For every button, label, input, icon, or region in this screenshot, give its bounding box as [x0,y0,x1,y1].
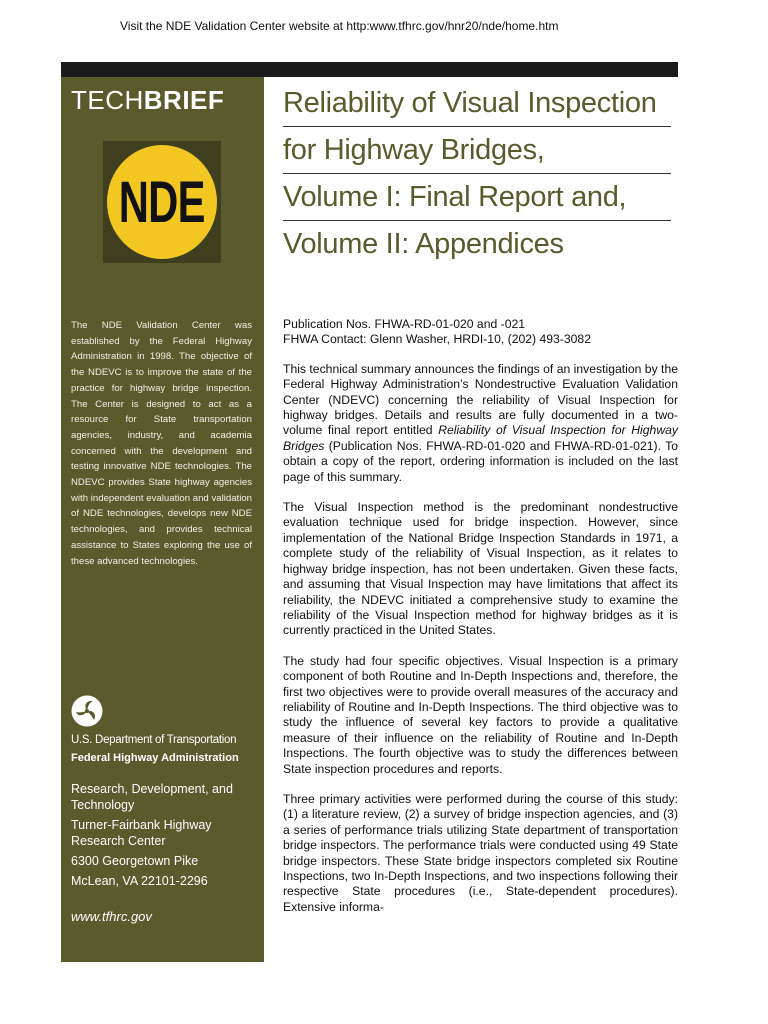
paragraph-objectives: The study had four specific objectives. Visual Inspection is a primary component of both Routine and In-Depth Inspections and, therefore, the first two objectives were to provide overall measures of the accuracy and reliability of Routine and In-Depth Inspections. The third objective was to study the influence of several key factors to provide a qualitative measure of their influence on the reliability of Routine and In-Depth Inspections. The fourth objective was to study the differences between State inspection procedures and reports. [283,653,678,776]
address-block [71,781,256,893]
title-line: Volume I: Final Report and, [283,174,671,221]
nde-logo [103,141,221,263]
ndevc-description: The NDE Validation Center was established by the Federal Highway Administration in 1998. The objective of the NDEVC is to improve the state of the practice for highway bridge inspection. The Center is designed to act as a resource for State transportation agencies, industry, and academia concerned with the development and testing innovative NDE technologies. The NDEVC provides State highway agencies with independent evaluation and validation of NDE technologies, develops new NDE technologies, and provides technical assistance to States exploring the use of these advanced technologies. [71,320,252,567]
website-note: Visit the NDE Validation Center website at http:www.tfhrc.gov/hnr20/nde/home.htm [120,19,559,33]
fhwa-contact: FHWA Contact: Glenn Washer, HRDI-10, (202) 493-3082 [283,332,591,347]
paragraph-intro-a: This technical summary announces the findings of an investigation by the Federal Highway Administration’s Nondestructive Evaluation Validation Center (NDEVC) concerning the reliability of Visual Inspection for highway bridges. Details and results are fully documented in a two-volume final report entitled [283,361,678,438]
nde-logo-circle [107,145,217,259]
fhwa-name: Federal Highway Administration [71,752,239,764]
street-address: 6300 Georgetown Pike [71,854,199,868]
publication-meta [283,317,678,348]
title-line: for Highway Bridges, [283,127,671,174]
techbrief-bold: BRIEF [143,85,225,115]
techbrief-logo [71,85,224,116]
main-body [283,317,678,930]
report-title [283,80,671,267]
center-name: Turner-Fairbank Highway Research Center [71,818,212,848]
website-link[interactable]: www.tfhrc.gov [71,909,152,924]
sidebar [61,77,264,962]
publication-numbers: Publication Nos. FHWA-RD-01-020 and -021 [283,317,526,331]
paragraph-activities: Three primary activities were performed during the course of this study: (1) a literature review, (2) a survey of bridge inspection agencies, and (3) a series of performance trials utilizing State department of transportation bridge inspectors. The performance trials were conducted using 49 State bridge inspectors. These State bridge inspectors completed six Routine Inspections, two In-Depth Inspections, and two inspections following their respective State procedures (i.e., State-dependent procedures). Extensive informa- [283,791,678,914]
header-bar [61,62,678,77]
techbrief-light: TECH [71,85,144,115]
report-title-italic: Reliability of Visual Inspection for Highway Bridges [283,423,678,453]
paragraph-visual-inspection: The Visual Inspection method is the predominant nondestructive evaluation technique used for bridge inspection. However, since implementation of the National Bridge Inspection Standards in 1971, a complete study of the reliability of Visual Inspection, as it relates to highway bridge inspection, has not been undertaken. Given these facts, and assuming that Visual Inspection may have limitations that affect its reliability, the NDEVC initiated a comprehensive study to examine the reliability of the Visual Inspection method for highway bridges as it is currently practiced in the United States. [283,500,678,638]
title-line: Volume II: Appendices [283,228,564,260]
title-line: Reliability of Visual Inspection [283,80,671,127]
dot-name: U.S. Department of Transportation [71,734,237,746]
office-name: Research, Development, and Technology [71,782,233,812]
city-address: McLean, VA 22101-2296 [71,874,208,888]
paragraph-intro [283,362,678,485]
dot-triskelion-icon [71,695,103,727]
nde-logo-text: NDE [118,169,206,235]
paragraph-intro-b: (Publication Nos. FHWA-RD-01-020 and FHWA-RD-01-021). To obtain a copy of the report, ordering information is included on the last page of this summary. [283,438,678,484]
